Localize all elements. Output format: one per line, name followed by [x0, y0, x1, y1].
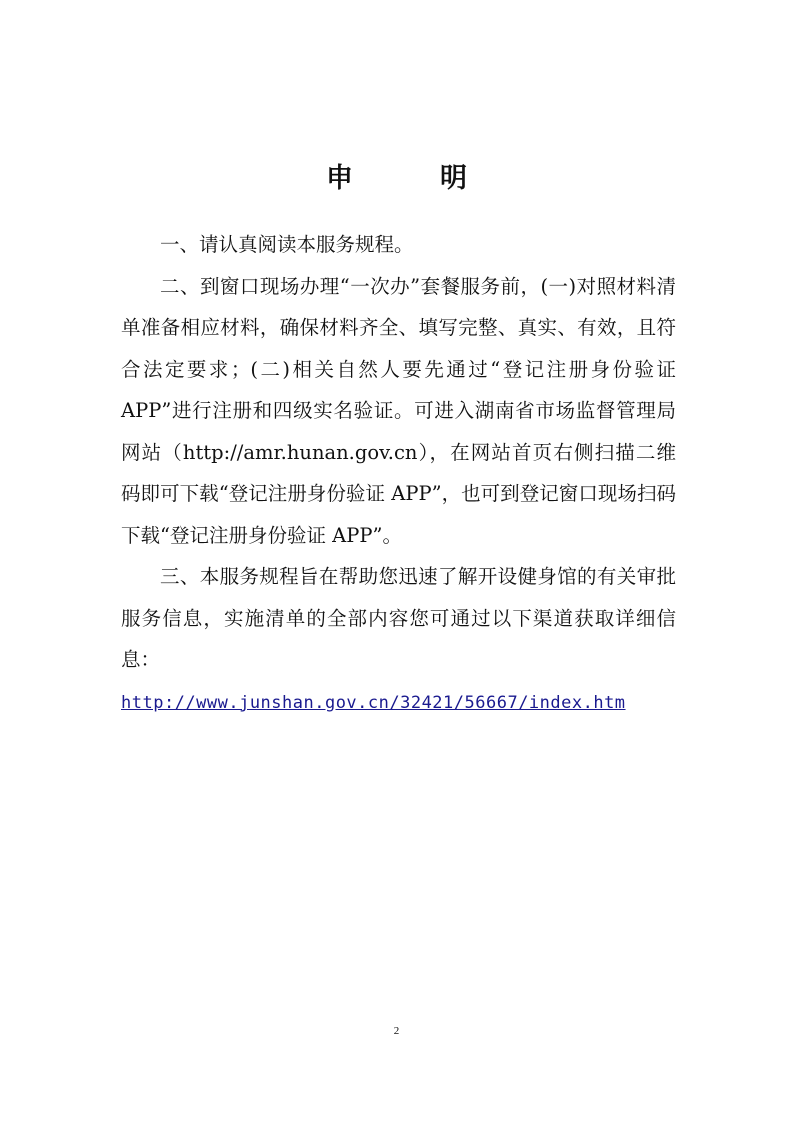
- paragraph-1: 一、请认真阅读本服务规程。: [160, 233, 414, 256]
- link-line: [121, 681, 676, 724]
- service-info-link[interactable]: http://www.junshan.gov.cn/32421/56667/index.htm: [121, 692, 626, 713]
- paragraph-3: 三、本服务规程旨在帮助您迅速了解开设健身馆的有关审批服务信息，实施清单的全部内容您可通过以下渠道获取详细信息：: [121, 565, 676, 671]
- page-number: 2: [393, 1025, 400, 1037]
- page-title: 申 明: [326, 163, 497, 195]
- document-body: [121, 224, 676, 724]
- paragraph-2: 二、到窗口现场办理“一次办”套餐服务前，(一)对照材料清单准备相应材料，确保材料齐全、填写完整、真实、有效，且符合法定要求；(二)相关自然人要先通过“登记注册身份验证 APP”进行注册和四级实名验证。可进入湖南省市场监督管理局网站（http://amr.hunan.gov.cn），在网站首页右侧扫描二维码即可下载“登记注册身份验证 APP”，也可到登记窗口现场扫码下载“登记注册身份验证 APP”。: [121, 274, 676, 547]
